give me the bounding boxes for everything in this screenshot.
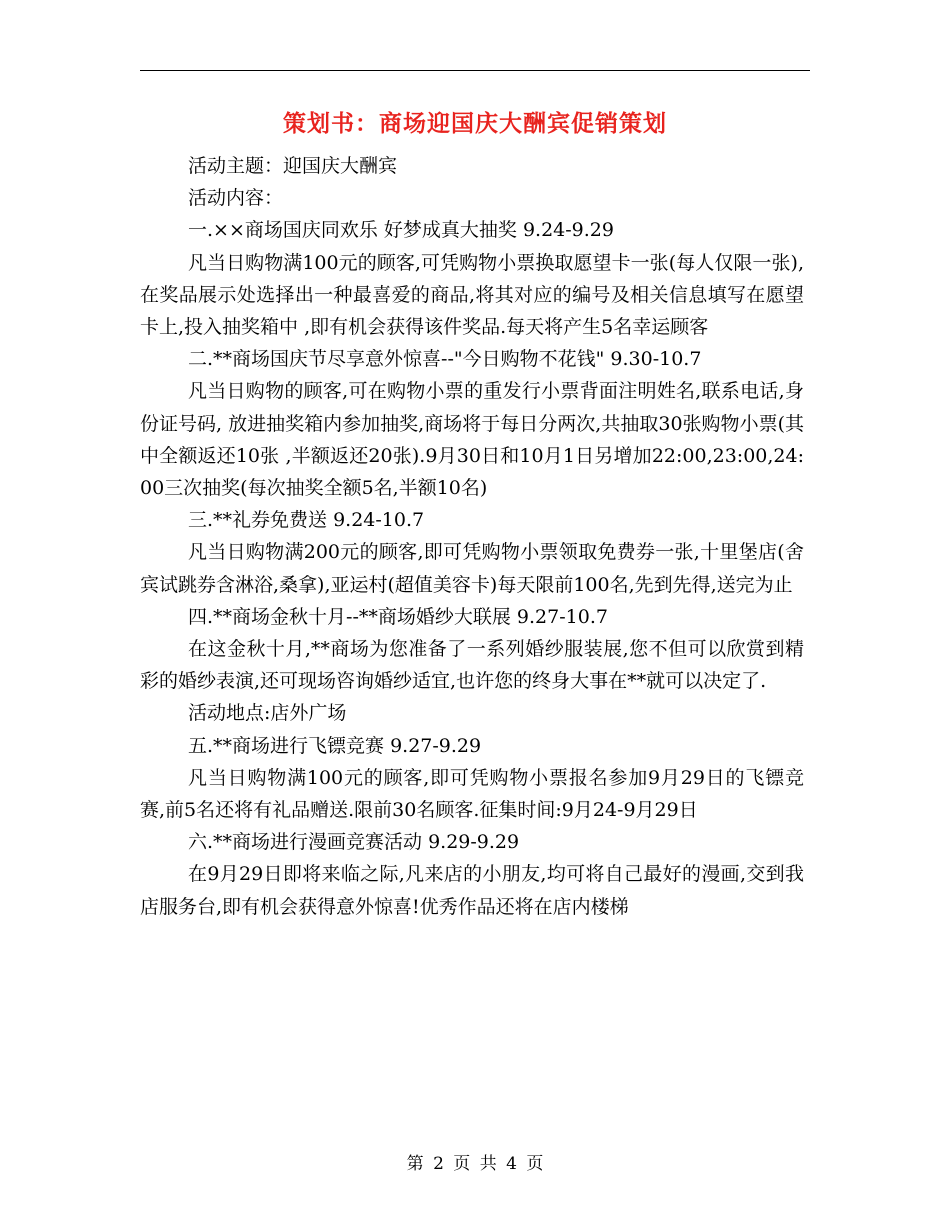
footer-page-number: 2	[433, 1154, 444, 1174]
section-body-3: 凡当日购物满200元的顾客,即可凭购物小票领取免费券一张,十里堡店(舍宾试跳券含淋浴,桑拿),亚运村(超值美容卡)每天限前100名,先到先得,送完为止	[140, 541, 804, 596]
section-heading-6: 六.**商场进行漫画竞赛活动 9.29-9.29	[188, 831, 520, 854]
section-heading-3: 三.**礼券免费送 9.24-10.7	[188, 509, 425, 532]
header-rule	[140, 70, 810, 71]
section-body-1: 凡当日购物满100元的顾客,可凭购物小票换取愿望卡一张(每人仅限一张),在奖品展示处选择出一种最喜爱的商品,将其对应的编号及相关信息填写在愿望卡上,投入抽奖箱中 ,即有机会获得该件奖品.每天将产生5名幸运顾客	[140, 251, 804, 339]
paragraph-content-heading: 活动内容：	[188, 187, 284, 210]
footer-total-unit: 页	[526, 1154, 544, 1174]
page-footer	[0, 1152, 950, 1176]
section-body-6: 在9月29日即将来临之际,凡来店的小朋友,均可将自己最好的漫画,交到我店服务台,即有机会获得意外惊喜!优秀作品还将在店内楼梯	[140, 863, 804, 918]
section-body-2: 凡当日购物的顾客,可在购物小票的重发行小票背面注明姓名,联系电话,身份证号码, 放进抽奖箱内参加抽奖,商场将于每日分两次,共抽取30张购物小票(其中全额返还10张 ,半额返还20张).9月30日和10月1日另增加22:00,23:00,24:00三次抽奖(每次抽奖全额5名,半额10名)	[140, 380, 804, 500]
footer-page-unit: 页	[453, 1154, 471, 1174]
paragraph-theme: 活动主题：迎国庆大酬宾	[188, 155, 398, 177]
paragraph-location: 活动地点:店外广场	[188, 702, 347, 725]
section-heading-5: 五.**商场进行飞镖竞赛 9.27-9.29	[188, 734, 482, 757]
footer-total-pages: 4	[506, 1154, 517, 1174]
document-body	[140, 150, 804, 923]
document-title: 策划书：商场迎国庆大酬宾促销策划	[283, 110, 667, 137]
footer-prefix: 第	[406, 1154, 424, 1174]
section-body-5: 凡当日购物满100元的顾客,即可凭购物小票报名参加9月29日的飞镖竞赛,前5名还将有礼品赠送.限前30名顾客.征集时间:9月24-9月29日	[140, 766, 804, 822]
section-heading-1: 一.××商场国庆同欢乐 好梦成真大抽奖 9.24-9.29	[188, 219, 614, 242]
section-heading-2: 二.**商场国庆节尽享意外惊喜--"今日购物不花钱" 9.30-10.7	[188, 348, 702, 371]
section-body-4: 在这金秋十月,**商场为您准备了一系列婚纱服装展,您不但可以欣赏到精彩的婚纱表演,还可现场咨询婚纱适宜,也许您的终身大事在**就可以决定了.	[140, 638, 804, 693]
footer-total-prefix: 共	[479, 1154, 497, 1174]
section-heading-4: 四.**商场金秋十月--**商场婚纱大联展 9.27-10.7	[188, 605, 608, 628]
